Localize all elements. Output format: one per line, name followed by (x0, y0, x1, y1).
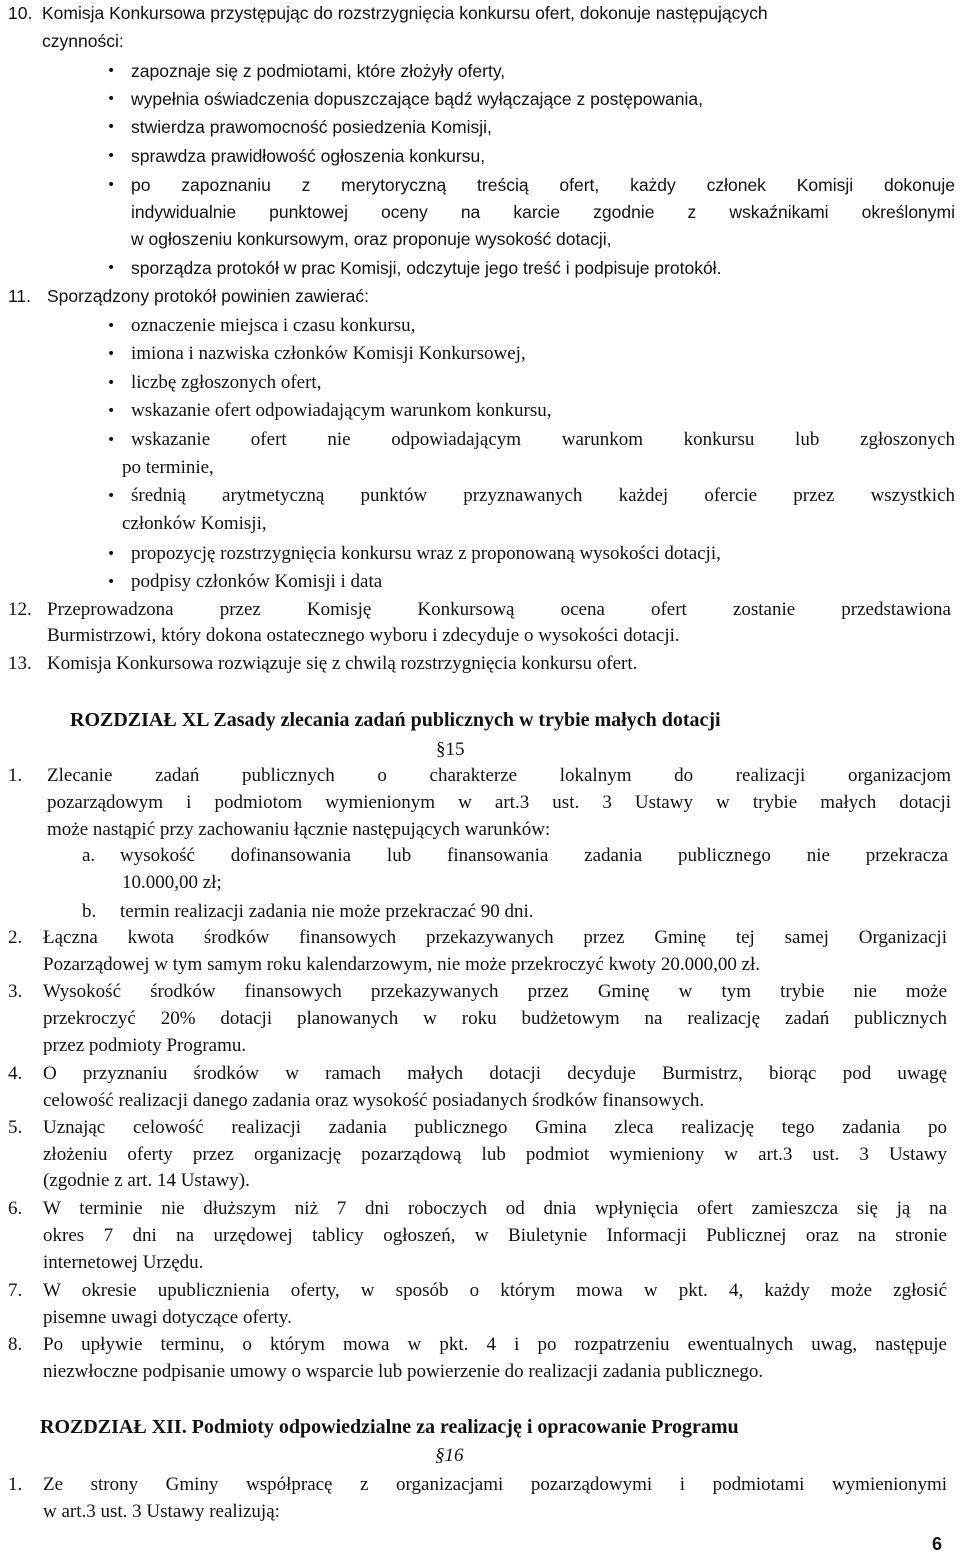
bullet-icon: • (107, 63, 116, 79)
list-item: po zapoznaniu z merytoryczną treścią ofert, każdy członek Komisji dokonuje (131, 175, 955, 195)
list-item: średnią arytmetyczną punktów przyznawanych każdej ofercie przez wszystkich (131, 485, 955, 506)
clause-text-cont: Pozarządowej w tym samym roku kalendarzowym, nie może przekroczyć kwoty 20.000,00 zł. (43, 954, 761, 975)
bullet-icon: • (107, 318, 116, 334)
bullet-icon: • (107, 375, 116, 391)
list-item-cont: indywidualnie punktowej oceny na karcie zgodnie z wskaźnikami określonymi (131, 202, 955, 222)
list-item: oznaczenie miejsca i czasu konkursu, (131, 315, 416, 336)
clause-text-cont: pisemne uwagi dotyczące oferty. (43, 1307, 292, 1328)
clause-text: Łączna kwota środków finansowych przekazywanych przez Gminę tej samej Organizacji (43, 927, 947, 948)
item-number: 4. (8, 1063, 23, 1084)
clause-text: W okresie upublicznienia oferty, w sposób o którym mowa w pkt. 4, każdy może zgłosić (43, 1280, 947, 1301)
item-number: 2. (8, 927, 23, 948)
list-item: propozycję rozstrzygnięcia konkursu wraz z proponowaną wysokości dotacji, (131, 543, 721, 564)
page-number: 6 (931, 1534, 942, 1554)
section-symbol-glyph: § (435, 1445, 445, 1466)
list-item: zapoznaje się z podmiotami, które złożyły oferty, (131, 61, 506, 81)
clause-text-cont: przekroczyć 20% dotacji planowanych w roku budżetowym na realizację zadań publicznych (43, 1008, 947, 1029)
item-number: 12. (8, 599, 32, 620)
list-item: stwierdza prawomocność posiedzenia Komisji, (131, 117, 492, 137)
section-10-intro: Komisja Konkursowa przystępując do rozstrzygnięcia konkursu ofert, dokonuje następujących (42, 3, 768, 23)
bullet-icon: • (107, 488, 116, 504)
bullet-icon: • (107, 346, 116, 362)
section-13-text: Komisja Konkursowa rozwiązuje się z chwilą rozstrzygnięcia konkursu ofert. (47, 653, 638, 674)
clause-text-cont: (zgodnie z art. 14 Ustawy). (43, 1170, 250, 1191)
list-item: wskazanie ofert nie odpowiadającym warunkom konkursu lub zgłoszonych (131, 429, 955, 450)
item-number: 13. (8, 653, 32, 674)
item-number: 3. (8, 981, 23, 1002)
list-item: wypełnia oświadczenia dopuszczające bądź wyłączające z postępowania, (131, 89, 703, 109)
list-item-cont: w ogłoszeniu konkursowym, oraz proponuje wysokość dotacji, (131, 229, 612, 249)
section-10-intro-cont: czynności: (42, 31, 124, 51)
list-item: podpisy członków Komisji i data (131, 571, 383, 592)
item-number: 7. (8, 1280, 23, 1301)
item-number: 10. (8, 3, 33, 23)
item-number: 5. (8, 1117, 23, 1138)
bullet-icon: • (107, 91, 116, 107)
clause-text-cont: w art.3 ust. 3 Ustawy realizują: (43, 1501, 280, 1522)
bullet-icon: • (107, 403, 116, 419)
list-item-cont: członków Komisji, (122, 513, 267, 534)
item-number: 8. (8, 1334, 23, 1355)
clause-text-cont: może nastąpić przy zachowaniu łącznie następujących warunków: (47, 819, 551, 840)
bullet-icon: • (107, 119, 116, 135)
list-item-cont: po terminie, (122, 457, 214, 478)
sub-item-text-cont: 10.000,00 zł; (122, 872, 222, 893)
clause-text: W terminie nie dłuższym niż 7 dni roboczych od dnia wpłynięcia ofert zamieszcza się ją na (43, 1198, 947, 1219)
clause-text: Ze strony Gminy współpracę z organizacjami pozarządowymi i podmiotami wymienionymi (43, 1474, 947, 1495)
bullet-icon: • (107, 148, 116, 164)
clause-text-cont: przez podmioty Programu. (43, 1035, 247, 1056)
chapter-heading: ROZDZIAŁ XII. Podmioty odpowiedzialne za realizację i opracowanie Programu (40, 1416, 739, 1438)
list-item: wskazanie ofert odpowiadającym warunkom konkursu, (131, 400, 552, 421)
section-12-text: Przeprowadzona przez Komisję Konkursową ocena ofert zostanie przedstawiona (47, 599, 951, 620)
sub-item-text: termin realizacji zadania nie może przekraczać 90 dni. (120, 901, 534, 922)
bullet-icon: • (107, 546, 116, 562)
list-item: sporządza protokół w prac Komisji, odczytuje jego treść i podpisuje protokół. (131, 258, 722, 278)
clause-text-cont: okres 7 dni na urzędowej tablicy ogłoszeń, w Biuletynie Informacji Publicznej oraz na stronie (43, 1225, 947, 1246)
section-12-text-cont: Burmistrzowi, który dokona ostatecznego wyboru i zdecyduje o wysokości dotacji. (47, 625, 680, 646)
bullet-icon: • (107, 432, 116, 448)
clause-text-cont: złożeniu oferty przez organizację pozarządową lub podmiot wymieniony w art.3 ust. 3 Ustawy (43, 1144, 947, 1165)
clause-text-cont: celowość realizacji danego zadania oraz wysokość posiadanych środków finansowych. (43, 1090, 705, 1111)
sub-item-letter: a. (82, 845, 96, 866)
item-number: 1. (8, 765, 23, 786)
paragraph-number: 16 (444, 1445, 464, 1466)
section-symbol (436, 737, 465, 763)
list-item: sprawdza prawidłowość ogłoszenia konkursu, (131, 146, 486, 166)
sub-item-text: wysokość dofinansowania lub finansowania zadania publicznego nie przekracza (120, 845, 948, 866)
clause-text: Po upływie terminu, o którym mowa w pkt. 4 i po rozpatrzeniu ewentualnych uwag, następuje (43, 1334, 947, 1355)
bullet-icon: • (107, 177, 116, 193)
clause-text-cont: pozarządowym i podmiotom wymienionym w art.3 ust. 3 Ustawy w trybie małych dotacji (47, 792, 951, 813)
list-item: imiona i nazwiska członków Komisji Konkursowej, (131, 343, 526, 364)
item-number: 1. (8, 1474, 23, 1495)
paragraph-number: 15 (445, 739, 465, 760)
clause-text: Uznając celowość realizacji zadania publicznego Gmina zleca realizację tego zadania po (43, 1117, 947, 1138)
list-item: liczbę zgłoszonych ofert, (131, 372, 322, 393)
clause-text: O przyznaniu środków w ramach małych dotacji decyduje Burmistrz, biorąc pod uwagę (43, 1063, 947, 1084)
bullet-icon: • (107, 260, 116, 276)
bullet-icon: • (107, 574, 116, 590)
clause-text-cont: niezwłoczne podpisanie umowy o wsparcie lub powierzenie do realizacji zadania publicznego. (43, 1361, 764, 1382)
item-number: 11. (8, 286, 32, 306)
section-11-intro: Sporządzony protokół powinien zawierać: (47, 286, 369, 306)
clause-text: Wysokość środków finansowych przekazywanych przez Gminę w tym trybie nie może (43, 981, 947, 1002)
chapter-heading: ROZDZIAŁ XL Zasady zlecania zadań publicznych w trybie małych dotacji (70, 709, 721, 731)
sub-item-letter: b. (82, 901, 97, 922)
clause-text-cont: internetowej Urzędu. (43, 1252, 204, 1273)
clause-text: Zlecanie zadań publicznych o charakterze lokalnym do realizacji organizacjom (47, 765, 951, 786)
item-number: 6. (8, 1198, 23, 1219)
section-symbol (435, 1443, 464, 1469)
section-symbol-glyph: § (436, 739, 446, 760)
